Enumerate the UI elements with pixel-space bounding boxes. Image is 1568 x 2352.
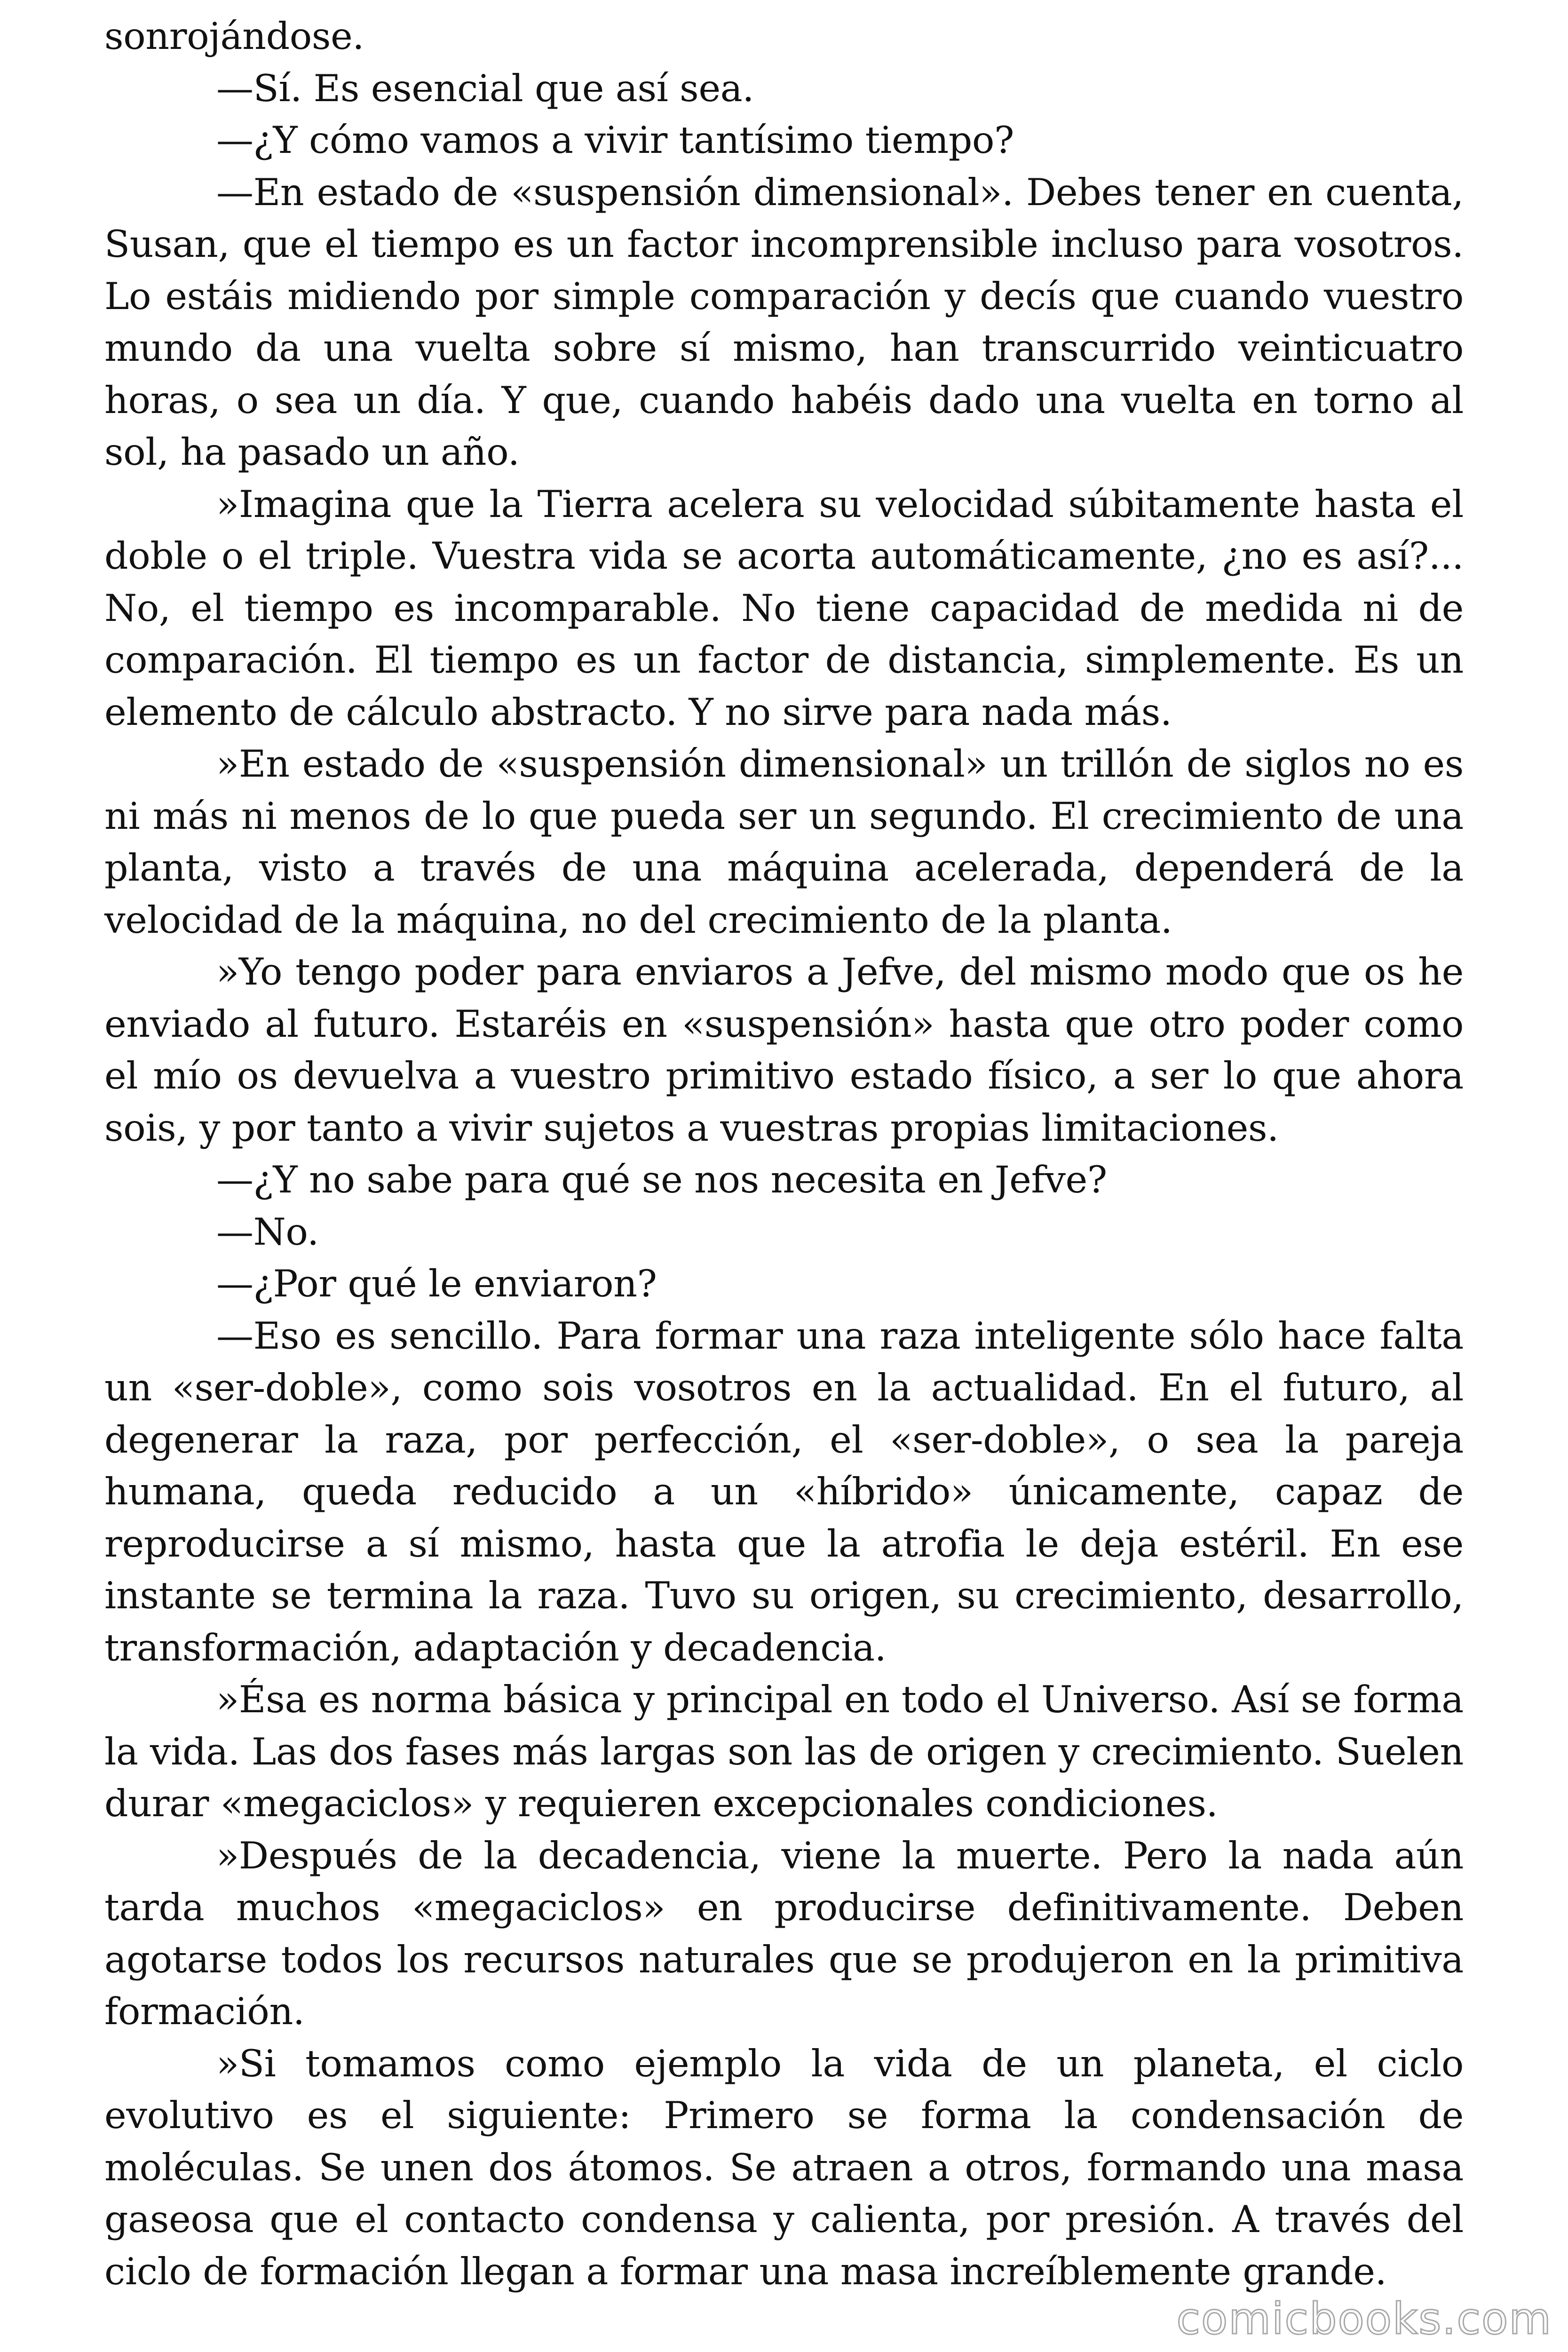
paragraph-dialogue: —Eso es sencillo. Para formar una raza inteligente sólo hace falta un «ser-doble», como sois vosotros en la actualidad. En el futuro, al degenerar la raza, por perfección, el «ser-doble», o sea la pareja humana, queda reducido a un «híbrido» únicamente, capaz de reproducirse a sí mismo, hasta que la atrofia le deja estéril. En ese instante se termina la raza. Tuvo su origen, su crecimiento, desarrollo, transformación, adaptación y decadencia. [104,1314,1464,1669]
paragraph-dialogue: —Sí. Es esencial que así sea. [216,66,754,110]
book-page-text [104,10,1464,2297]
paragraph-continued-speech: »Después de la decadencia, viene la muerte. Pero la nada aún tarda muchos «megaciclos» en producirse definitivamente. Deben agotarse todos los recursos naturales que se produjeron en la primitiva formación. [104,1834,1464,2033]
paragraph-continued-speech: »Ésa es norma básica y principal en todo el Universo. Así se forma la vida. Las dos fases más largas son las de origen y crecimiento. Suelen durar «megaciclos» y requieren excepcionales condiciones. [104,1678,1464,1825]
paragraph-continued-speech: »Yo tengo poder para enviaros a Jefve, del mismo modo que os he enviado al futuro. Estaréis en «suspensión» hasta que otro poder como el mío os devuelva a vuestro primitivo estado físico, a ser lo que ahora sois, y por tanto a vivir sujetos a vuestras propias limitaciones. [104,950,1464,1150]
paragraph-continued-speech: »En estado de «suspensión dimensional» un trillón de siglos no es ni más ni menos de lo que pueda ser un segundo. El crecimiento de una planta, visto a través de una máquina acelerada, dependerá de la velocidad de la máquina, no del crecimiento de la planta. [104,742,1464,942]
paragraph-continuation: sonrojándose. [104,15,364,58]
paragraph-continued-speech: »Si tomamos como ejemplo la vida de un planeta, el ciclo evolutivo es el siguiente: Primero se forma la condensación de moléculas. Se unen dos átomos. Se atraen a otros, formando una masa gaseosa que el contacto condensa y calienta, por presión. A través del ciclo de formación llegan a formar una masa increíblemente grande. [104,2042,1464,2293]
paragraph-dialogue: —No. [216,1210,319,1254]
paragraph-continued-speech: »Imagina que la Tierra acelera su velocidad súbitamente hasta el doble o el triple. Vuestra vida se acorta automáticamente, ¿no es así?... No, el tiempo es incomparable. No tiene capacidad de medida ni de comparación. El tiempo es un factor de distancia, simplemente. Es un elemento de cálculo abstracto. Y no sirve para nada más. [104,482,1464,734]
paragraph-dialogue: —¿Por qué le enviaron? [216,1262,657,1305]
watermark-logo: comicbooks.com [1176,2294,1552,2344]
paragraph-dialogue: —En estado de «suspensión dimensional». Debes tener en cuenta, Susan, que el tiempo es un factor incomprensible incluso para vosotros. Lo estáis midiendo por simple comparación y decís que cuando vuestro mundo da una vuelta sobre sí mismo, han transcurrido veinticuatro horas, o sea un día. Y que, cuando habéis dado una vuelta en torno al sol, ha pasado un año. [104,170,1464,474]
paragraph-dialogue: —¿Y cómo vamos a vivir tantísimo tiempo? [216,119,1014,162]
paragraph-dialogue: —¿Y no sabe para qué se nos necesita en Jefve? [216,1158,1107,1201]
